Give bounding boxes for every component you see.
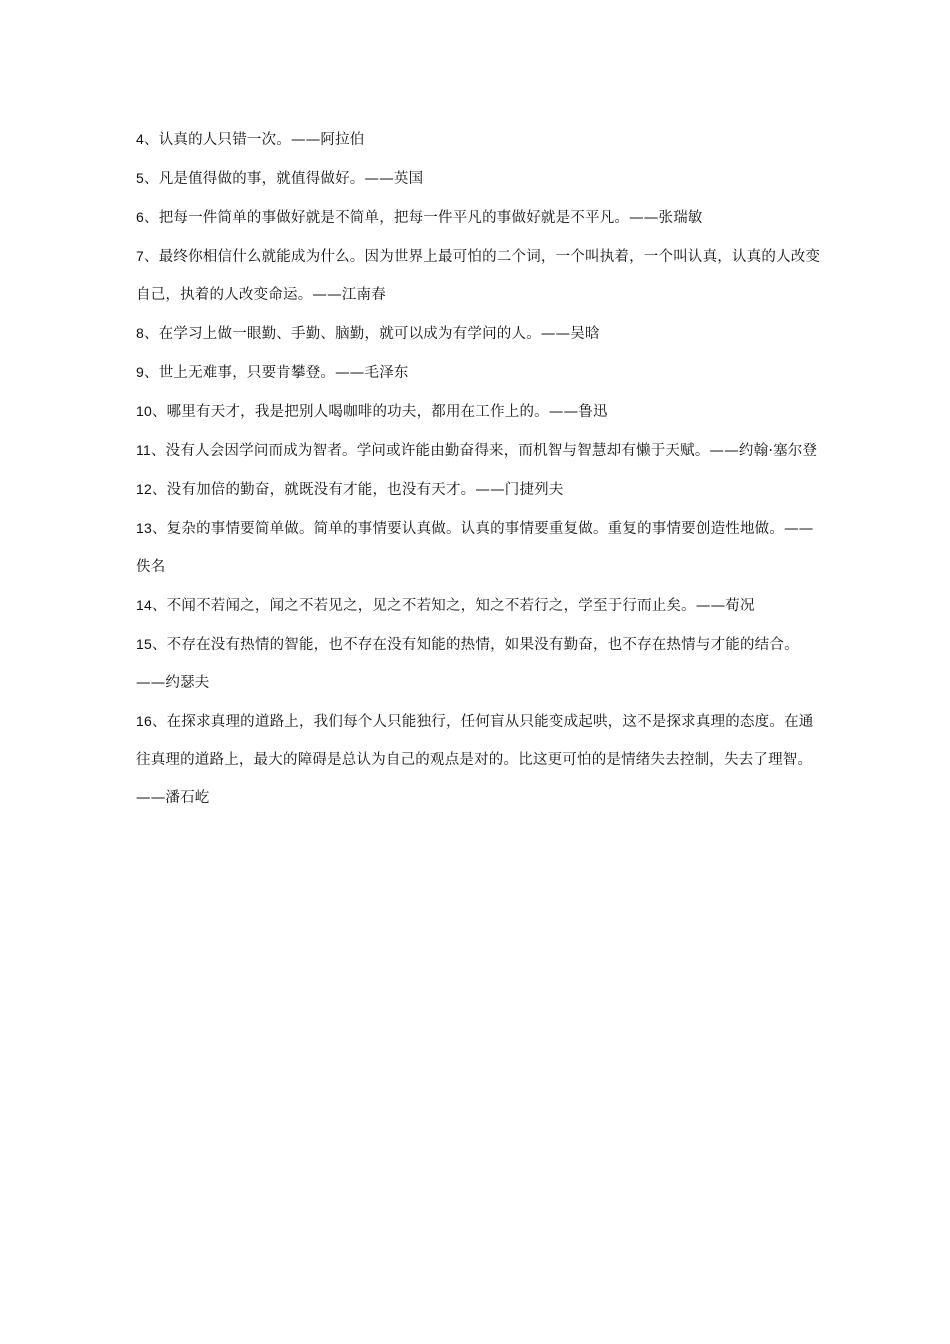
quote-number: 10: [136, 403, 152, 419]
quote-number: 6: [136, 209, 144, 225]
quote-item: [136, 159, 826, 198]
quote-item: [136, 237, 826, 314]
quote-text: 、哪里有天才，我是把别人喝咖啡的功夫，都用在工作上的。——鲁迅: [151, 404, 608, 420]
quote-item: [136, 470, 826, 509]
quote-number: 12: [136, 481, 152, 497]
quote-text: 、复杂的事情要简单做。简单的事情要认真做。认真的事情要重复做。重复的事情要创造性地做。——佚名: [136, 521, 814, 575]
quote-number: 8: [136, 325, 144, 341]
quote-number: 11: [136, 442, 151, 458]
quote-text: 、不闻不若闻之，闻之不若见之，见之不若知之，知之不若行之，学至于行而止矣。——荀况: [151, 598, 755, 614]
quote-number: 13: [136, 520, 152, 536]
quote-number: 16: [136, 713, 152, 729]
quote-text: 、在探求真理的道路上，我们每个人只能独行，任何盲从只能变成起哄，这不是探求真理的态度。在通往真理的道路上，最大的障碍是总认为自己的观点是对的。比这更可怕的是情绪失去控制，失去了理智。——潘石屹: [136, 714, 814, 806]
quote-item: [136, 431, 826, 470]
quote-text: 、没有加倍的勤奋，就既没有才能，也没有天才。——门捷列夫: [151, 482, 564, 498]
quote-text: 、凡是值得做的事，就值得做好。——英国: [144, 171, 424, 187]
quote-text: 、不存在没有热情的智能，也不存在没有知能的热情，如果没有勤奋，也不存在热情与才能的结合。——约瑟夫: [136, 637, 799, 691]
quote-item: [136, 392, 826, 431]
quote-item: [136, 586, 826, 625]
quote-item: [136, 509, 826, 586]
quote-list: [136, 120, 826, 817]
quote-number: 15: [136, 636, 152, 652]
quote-number: 4: [136, 131, 144, 147]
quote-text: 、在学习上做一眼勤、手勤、脑勤，就可以成为有学问的人。——吴晗: [144, 326, 600, 342]
quote-text: 、世上无难事，只要肯攀登。——毛泽东: [144, 365, 409, 381]
quote-text: 、最终你相信什么就能成为什么。因为世界上最可怕的二个词，一个叫执着，一个叫认真，认真的人改变自己，执着的人改变命运。——江南春: [136, 249, 821, 303]
quote-text: 、认真的人只错一次。——阿拉伯: [144, 132, 365, 148]
quote-item: [136, 314, 826, 353]
quote-item: [136, 198, 826, 237]
quote-item: [136, 625, 826, 702]
quote-item: [136, 702, 826, 817]
quote-number: 14: [136, 597, 152, 613]
quote-text: 、没有人会因学问而成为智者。学问或许能由勤奋得来，而机智与智慧却有懒于天赋。——约翰·塞尔登: [150, 443, 818, 459]
quote-item: [136, 120, 826, 159]
quote-number: 7: [136, 248, 144, 264]
quote-number: 9: [136, 364, 144, 380]
quote-number: 5: [136, 170, 144, 186]
quote-text: 、把每一件简单的事做好就是不简单，把每一件平凡的事做好就是不平凡。——张瑞敏: [144, 210, 703, 226]
quote-item: [136, 353, 826, 392]
